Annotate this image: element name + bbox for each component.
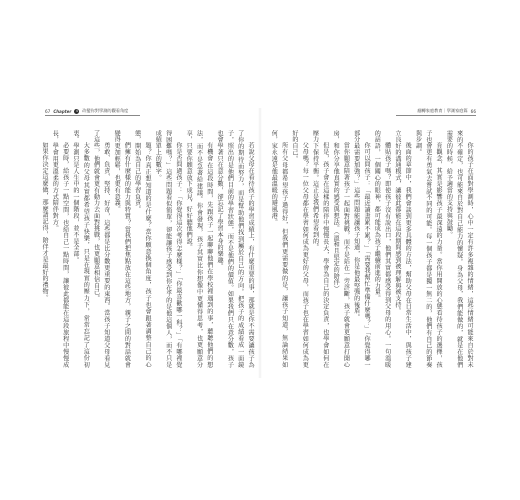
paragraph: 你是否問過孩子：「你覺得這次考得怎麼樣？」「你最喜歡哪一科？」「有哪裡覺得困難嗎？」這些問題看似簡單，卻能讓孩子感受到你在乎的是他這個人，而不只是成績單上的數字。 [154, 130, 182, 368]
left-page-body [41, 130, 255, 368]
paragraph: 所有父母都希望孩子過得好，但我們更需要做的是，讓孩子知道，無論結果如何，家永遠是他最溫暖的避風港。 [270, 130, 288, 368]
paragraph: 們擁有什麼樣的能力與特質？當我們把焦點放在這些地方，親子之間的對話就會變得更加輕鬆，也更有意義。 [113, 130, 131, 368]
chapter-label: Chapter [53, 108, 72, 114]
paragraph: 題？你真正想知道的是什麼？當你願意換個角度，孩子也會跟著調整自己的心態，開始為自己的學習負責。 [133, 130, 152, 368]
paragraph: 體貼孩子嗎？即使孩子沒有說出口，他們其實都感受得到父母的用心。一句溫暖的話語，一個關心的眼神，都可能成為孩子繼續前進的力量。 [373, 130, 391, 368]
right-header-rule [396, 115, 476, 116]
paragraph: 如果你決定這麼做，那麼請記得，陪伴才是最好的禮物。 [41, 142, 49, 301]
paragraph: 你可以問孩子：「最近讀書累不累？」「需要我幫忙準備什麼嗎？」「你覺得哪一部分最需要加強？」這些問題能讓孩子知道，你是他最堅強的後盾。 [352, 130, 371, 368]
right-page-number: 66 [470, 108, 476, 114]
left-header-rule [45, 115, 140, 116]
paragraph: 必要時，給孩子一點空間，也給自己一點時間，讓彼此都能在這段旅程中慢慢成長，學會用更溫柔的方式陪伴對方。 [51, 130, 69, 368]
paragraph: 後面的章節中，我們會談到更多具體的方法，幫助父母在日常生活中，與孩子建立良好的溝通模式，讓彼此都能在這段期間感到被理解與被支持。 [393, 130, 412, 368]
paragraph: 當你願意陪著孩子一起面對挑戰，而不是站在一旁評斷，孩子就會更願意打開心房，和你分享他真實的感受與想法。（溫和且堅定的陪伴） [332, 130, 350, 368]
page-gutter [258, 108, 262, 378]
paragraph: 但是，孩子會在這樣的陪伴中慢慢長大，學會為自己的決定負責，也學會如何在壓力下保持平衡。這正是我們希望看到的。 [311, 130, 329, 368]
left-page-header [45, 108, 257, 114]
right-page [264, 108, 476, 378]
right-page-body [266, 130, 474, 368]
paragraph: 大多數的父母其實都希望孩子快樂，只是在現實的壓力下，常常忘記了這份初衷。學測只是人生中的一個階段，並不是全部。 [71, 130, 90, 368]
left-page [41, 108, 257, 378]
chapter-number-badge: 4 [75, 108, 78, 113]
left-page-number: 67 [45, 108, 51, 114]
paragraph: 你的孩子在面對學測時，心中一定有許多複雜的情緒，這些情緒可能來自於對未來的不確定，也可能來自於對自己能力的懷疑。身為父母，我們能做的，就是在他們需要的時候，給予適當的支持與鼓勵。 [445, 130, 473, 368]
paragraph: 育觀念，其實是影響孩子最深遠的力量。當你用開放的心態看待孩子的選擇，孩子也會更有勇氣去嘗試不同的可能。每一個孩子都是獨一無二的，他們有自己的節奏與步調。 [414, 130, 443, 368]
left-running-title: 改變你對學測的觀看角度 [82, 108, 129, 113]
paragraph: 父母嗎？每一位父母都在學習如何成為更好的父母，而孩子也在學習如何成為更好的自己。 [290, 130, 309, 368]
paragraph: 勇敢、負責、堅持、好奇，這些都是比分數更重要的東西。當孩子知道父母看見了這些，他們就會更有動力去面對挑戰，也更願意相信自己。 [92, 130, 110, 368]
paragraph: 若說父母在看待孩子的學習成績上，有什麼重要的事，那就是你不需要讓孩子為了你的期待而努力，而是幫助他們找到屬於自己的方向。把孩子的成績看成一面鏡子，照出的是他們目前的學習狀態，而不是他們的價值。如果我們只在意分數，孩子也會學著只在意分數，卻忘記了學習本身的樂趣。 [216, 130, 254, 368]
right-page-header [264, 108, 476, 114]
right-running-title: 翻轉家庭教育｜學測家庭篇 [417, 108, 468, 113]
paragraph: 有機會在這段時間，先跟孩子一起聊聊他們在學校裡遇到的事，聽聽他們的想法，而不是急著給建議。你會發現，孩子其實比你想像中更懂得思考，也更願意分享，只要你願意放下成見，好好聽他們說。 [185, 130, 213, 368]
